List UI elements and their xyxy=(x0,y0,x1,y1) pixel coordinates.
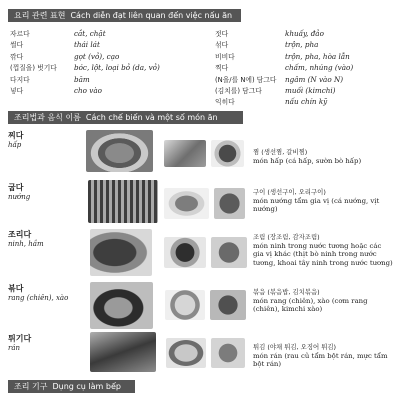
header-korean: 조리 기구 xyxy=(14,382,48,391)
braised-ribs-image xyxy=(211,140,244,167)
vocab-row: 비비다 trộn, pha, hòa lẫn xyxy=(215,51,350,61)
method-korean: 굽다 xyxy=(8,183,24,192)
stir-fried-kimchi-image xyxy=(210,290,246,320)
vocab-row: 자르다 cắt, chặt xyxy=(10,29,106,38)
section-header-cooking-methods xyxy=(8,111,243,124)
vocab-row: (N을/를 N에) 담그다 ngâm (N vào N) xyxy=(215,74,344,84)
vocab-row: 넣다 cho vào xyxy=(10,85,102,95)
vocab-row: (껍질을) 벗기다 bóc, lột, loại bỏ (da, vỏ) xyxy=(10,63,160,73)
method-vietnamese: nướng xyxy=(8,193,31,201)
section-header-cooking-expressions xyxy=(8,9,241,22)
braising-pot-image xyxy=(90,229,152,276)
fried-rice-image xyxy=(165,290,205,320)
method-vietnamese: rang (chiên), xào xyxy=(8,294,69,302)
method-vietnamese: rán xyxy=(8,344,21,352)
fried-squid-image xyxy=(211,338,245,368)
method-vietnamese: ninh, hầm xyxy=(8,240,44,248)
braised-potato-image xyxy=(211,237,247,268)
header-vietnamese: Dụng cụ làm bếp xyxy=(52,382,121,391)
dish-description: 찜 (생선찜, 갈비찜) món hấp (cá hấp, sườn bò hấp) xyxy=(253,148,362,165)
deep-fryer-image xyxy=(90,332,156,372)
vocab-row: 깎다 gọt (vỏ), cạo xyxy=(10,51,120,61)
grilled-duck-image xyxy=(214,188,245,219)
dish-description: 볶음 (볶음밥, 김치볶음) món rang (chiên), xào (cơm rang (chiên), kimchi xào) xyxy=(253,288,368,314)
vocab-row: 다지다 băm xyxy=(10,74,90,84)
header-vietnamese: Cách chế biến và một số món ăn xyxy=(85,113,218,122)
method-korean: 튀기다 xyxy=(8,334,32,343)
method-korean: 조리다 xyxy=(8,230,32,239)
dish-description: 구이 (생선구이, 오리구이) món nướng tẩm gia vị (cá nướng, vịt nướng) xyxy=(253,188,380,214)
header-korean: 조리법과 음식 이름 xyxy=(14,113,81,122)
vocab-row: 찍다 chấm, nhúng (vào) xyxy=(215,63,354,73)
vocab-row: (김치를) 담그다 muối (kimchi) xyxy=(215,85,336,95)
grilled-fish-image xyxy=(164,188,209,219)
header-korean: 요리 관련 표현 xyxy=(14,11,66,20)
steamer-pot-image xyxy=(86,130,153,172)
vocab-row: 익히다 nấu chín kỹ xyxy=(215,97,328,107)
vocab-row: 썰다 thái lát xyxy=(10,40,100,50)
vocab-row: 섞다 trộn, pha xyxy=(215,40,319,50)
method-vietnamese: hấp xyxy=(8,141,22,149)
dish-description: 조림 (장조림, 감자조림) món ninh trong nước tương hoặc các gia vị khác (thịt bò ninh trong nước tương, khoai tây ninh trong nước tương) xyxy=(253,233,393,267)
section-header-kitchen-tools xyxy=(8,380,135,393)
vocab-column-left xyxy=(10,28,160,96)
dish-description: 튀김 (야채 튀김, 오징어 튀김) món rán (rau củ tẩm bột rán, mực tẩm bột rán) xyxy=(253,343,388,369)
wok-image xyxy=(90,282,153,329)
grill-skewers-image xyxy=(88,180,158,223)
steamed-fish-image xyxy=(164,140,206,167)
method-korean: 찌다 xyxy=(8,131,24,140)
vocab-row: 젓다 khuấy, đảo xyxy=(215,29,324,38)
fried-vegetables-image xyxy=(166,338,206,368)
method-korean: 볶다 xyxy=(8,284,24,293)
header-vietnamese: Cách diễn đạt liên quan đến việc nấu ăn xyxy=(70,11,233,20)
braised-beef-image xyxy=(164,237,206,268)
vocab-column-right xyxy=(215,28,353,108)
